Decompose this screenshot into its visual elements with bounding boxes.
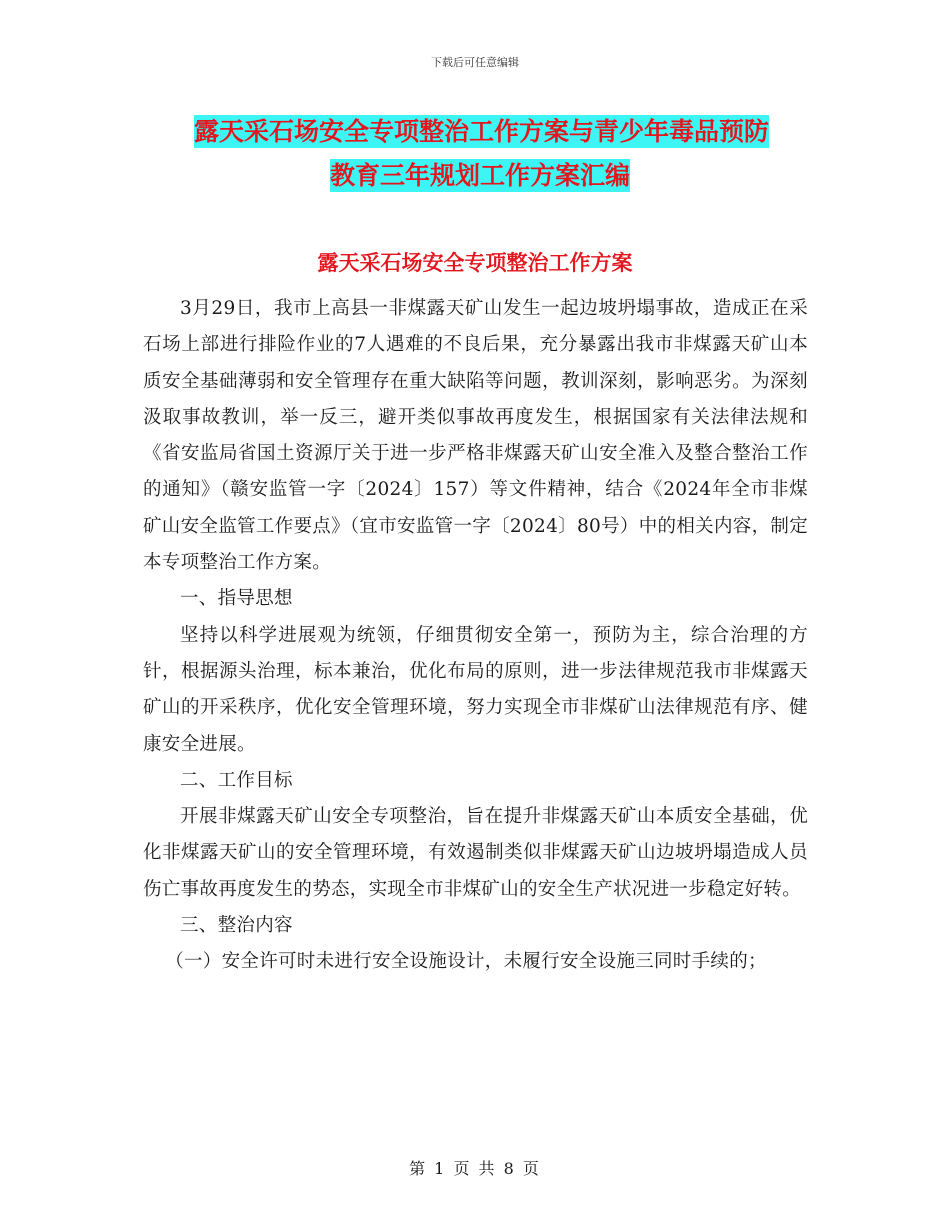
document-title-line-1 — [140, 110, 820, 154]
paragraph-item-1: （一）安全许可时未进行安全设施设计，未履行安全设施三同时手续的； — [165, 951, 767, 973]
page-header-note: 下载后可任意编辑 — [431, 56, 519, 69]
paragraph-work-goals: 开展非煤露天矿山安全专项整治，旨在提升非煤露天矿山本质安全基础，优化非煤露天矿山的安全管理环境，有效遏制类似非煤露天矿山边坡坍塌造成人员伤亡事故再度发生的势态，实现全市非煤矿山的安全生产状况进一步稳定好转。 — [143, 806, 808, 900]
page-number: 第 1 页 共 8 页 — [409, 1159, 541, 1178]
section-title: 露天采石场安全专项整治工作方案 — [317, 251, 633, 275]
document-body — [143, 291, 808, 981]
heading-guiding-ideology: 一、指导思想 — [180, 588, 293, 610]
paragraph-intro: 3月29日，我市上高县一非煤露天矿山发生一起边坡坍塌事故，造成正在采石场上部进行排险作业的7人遇难的不良后果，充分暴露出我市非煤露天矿山本质安全基础薄弱和安全管理存在重大缺陷等问题，教训深刻，影响恶劣。为深刻汲取事故教训，举一反三，避开类似事故再度发生，根据国家有关法律法规和《省安监局省国土资源厅关于进一步严格非煤露天矿山安全准入及整合整治工作的通知》（赣安监管一字〔2024〕157）等文件精神，结合《2024年全市非煤矿山安全监管工作要点》（宜市安监管一字〔2024〕80号）中的相关内容，制定本专项整治工作方案。 — [143, 298, 808, 574]
paragraph-guiding-ideology: 坚持以科学进展观为统领，仔细贯彻安全第一，预防为主，综合治理的方针，根据源头治理，标本兼治，优化布局的原则，进一步法律规范我市非煤露天矿山的开采秩序，优化安全管理环境，努力实现全市非煤矿山法律规范有序、健康安全进展。 — [143, 624, 808, 755]
title-highlight-1: 露天采石场安全专项整治工作方案与青少年毒品预防 — [194, 117, 770, 146]
heading-rectification-content: 三、整治内容 — [180, 915, 293, 937]
heading-work-goals: 二、工作目标 — [180, 769, 293, 791]
title-highlight-2: 教育三年规划工作方案汇编 — [329, 161, 630, 190]
document-title-line-2 — [140, 154, 820, 198]
document-title — [140, 110, 820, 198]
